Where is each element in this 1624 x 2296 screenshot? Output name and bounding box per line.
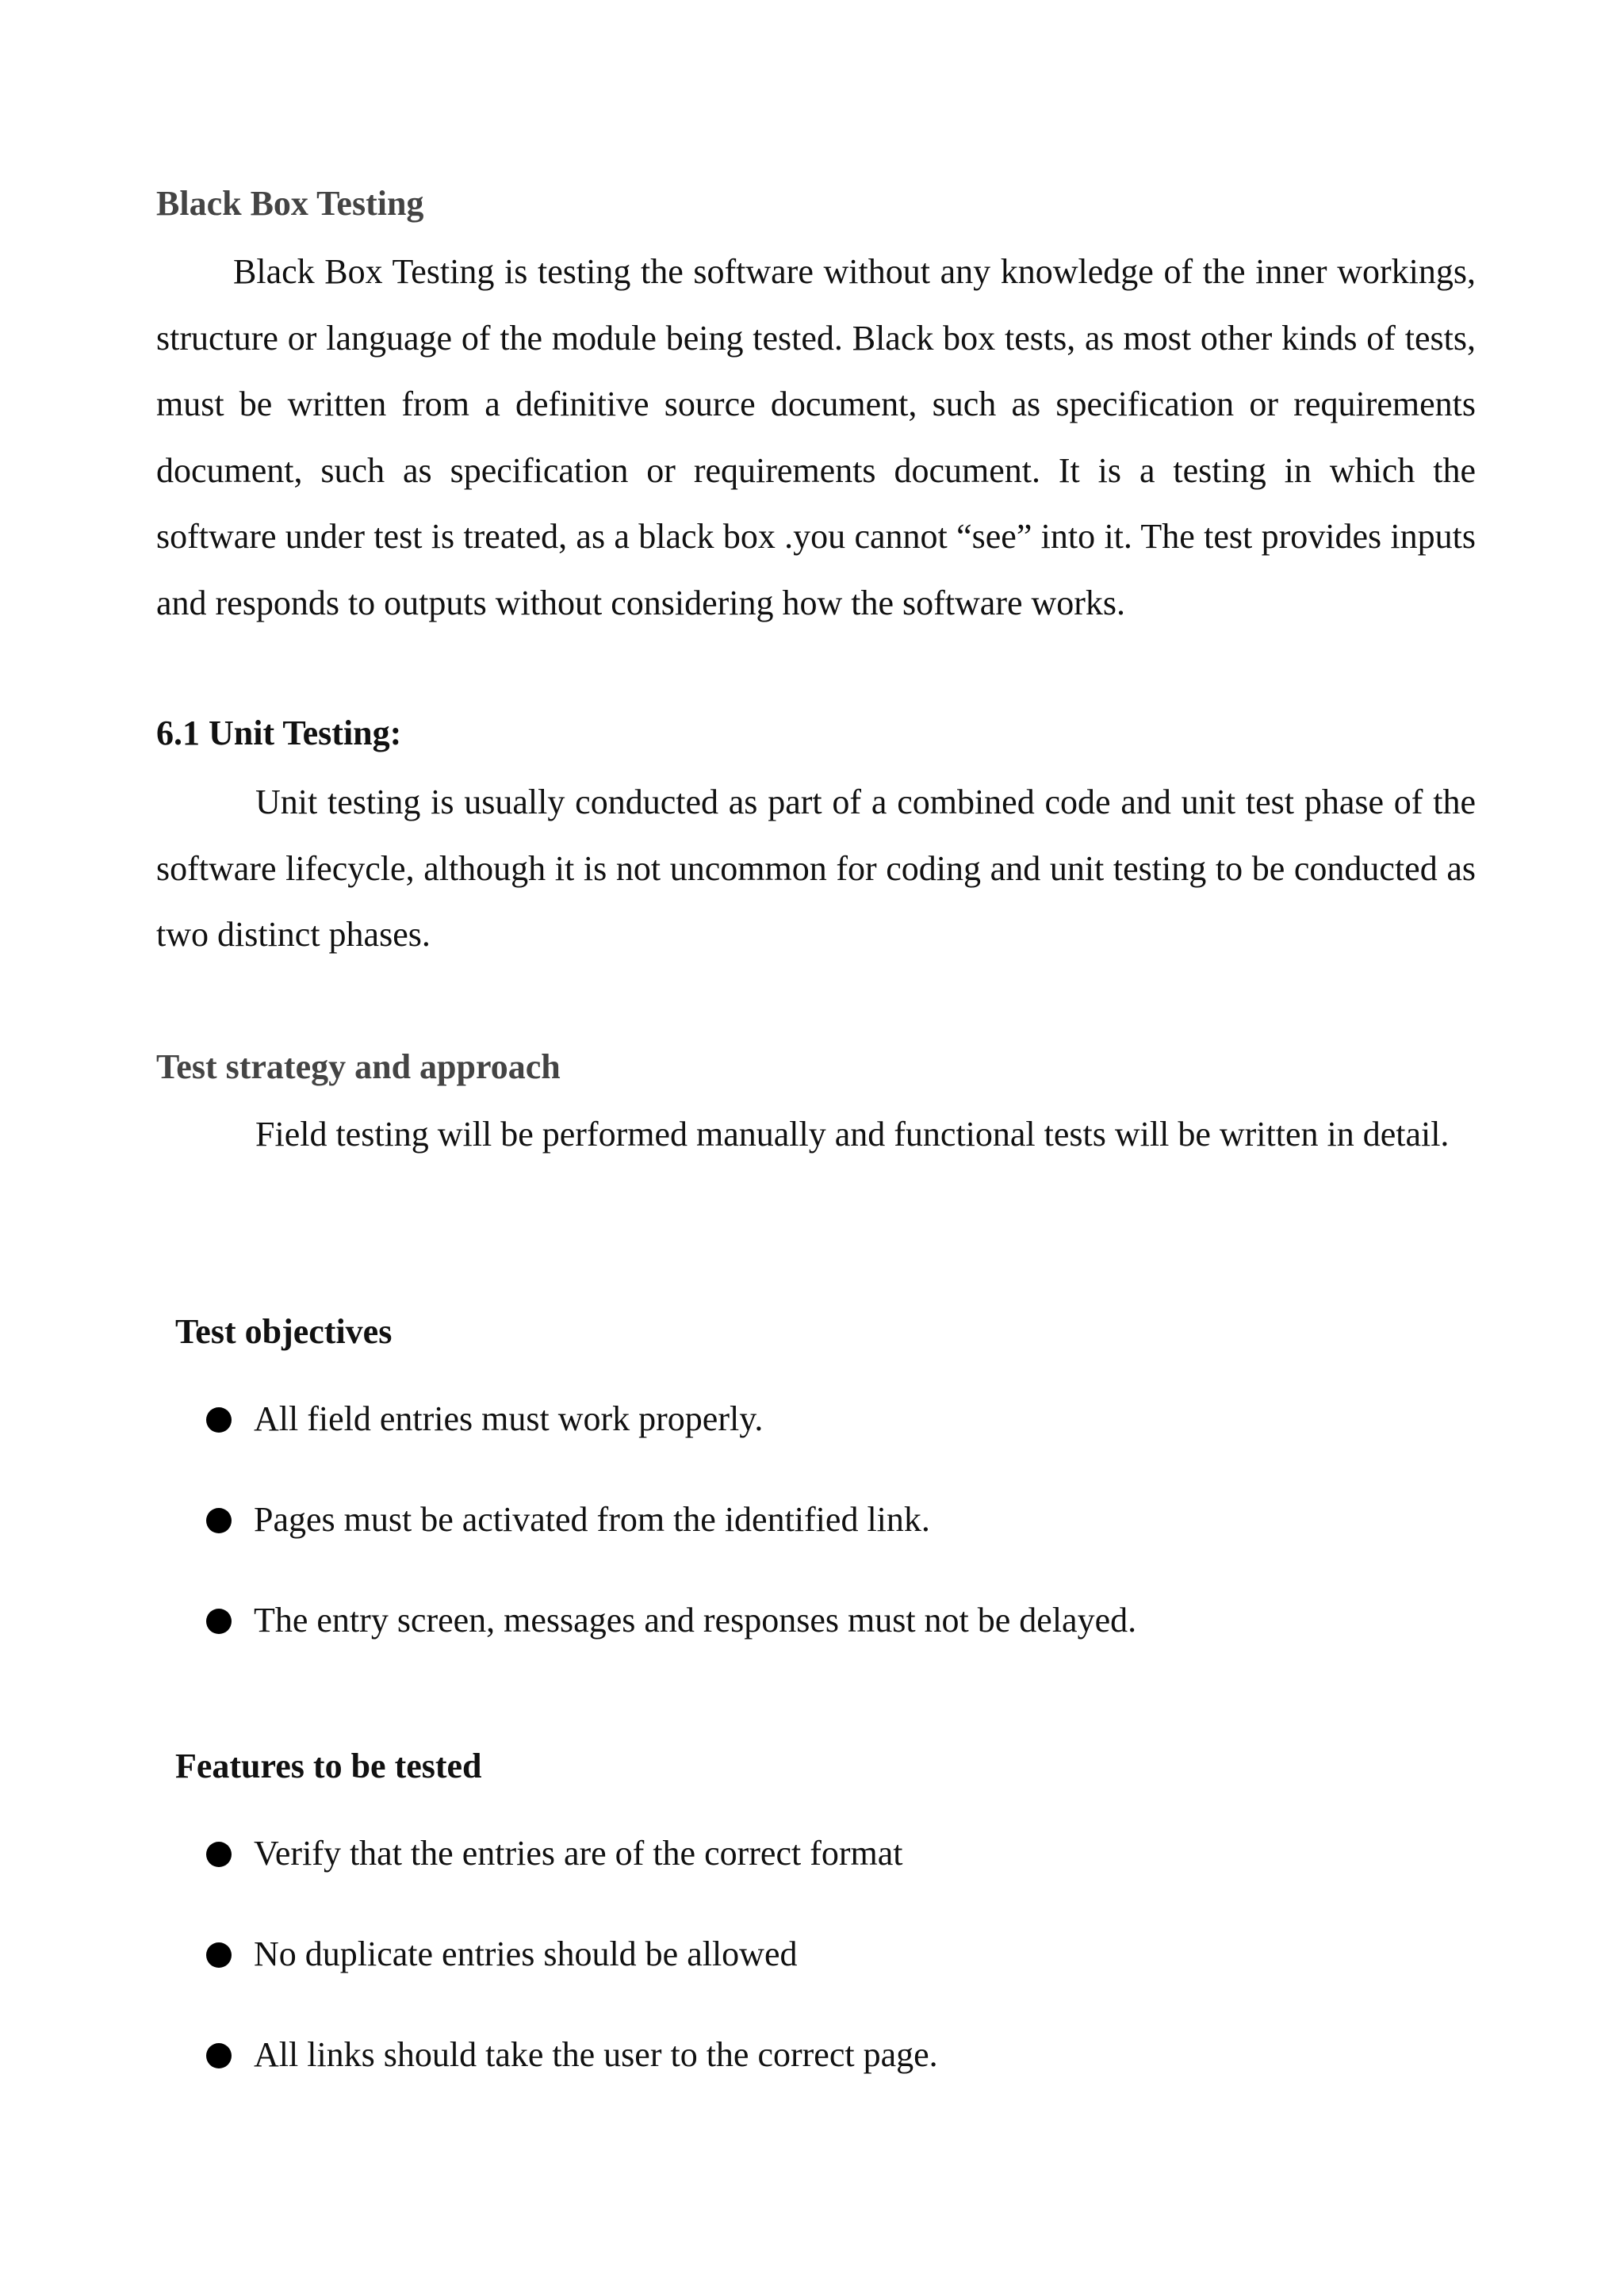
paragraph-black-box-testing: Black Box Testing is testing the software without any knowledge of the inner workings, structure or language of the module being tested. Black box tests, as most other kinds of tests, must be written from a definitive source document, such as specification or requirements document, such as specification or requirements document. It is a testing in which the software under test is treated, as a black box .you cannot “see” into it. The test provides inputs and responds to outputs without considering how the software works. — [156, 252, 1476, 622]
paragraph-unit-testing: Unit testing is usually conducted as part of a combined code and unit test phase of the software lifecycle, although it is not uncommon for coding and unit testing to be conducted as two distinct phases. — [156, 783, 1476, 954]
bullet-icon — [206, 2043, 232, 2068]
heading-black-box-testing: Black Box Testing — [156, 184, 424, 223]
paragraph-test-strategy: Field testing will be performed manually and functional tests will be written in detail. — [255, 1115, 1450, 1154]
list-item-text: Pages must be activated from the identified link. — [254, 1500, 930, 1539]
list-item-text: No duplicate entries should be allowed — [254, 1934, 798, 1973]
bullet-icon — [206, 1609, 232, 1634]
heading-unit-testing: 6.1 Unit Testing: — [156, 714, 402, 752]
list-item-text: The entry screen, messages and responses must not be delayed. — [254, 1601, 1137, 1640]
heading-test-strategy: Test strategy and approach — [156, 1047, 561, 1086]
bullet-icon — [206, 1842, 232, 1867]
heading-features-to-be-tested: Features to be tested — [175, 1747, 482, 1785]
bullet-icon — [206, 1508, 232, 1533]
bullet-icon — [206, 1942, 232, 1968]
list-item-text: All links should take the user to the correct page. — [254, 2035, 938, 2074]
list-item-text: Verify that the entries are of the correct format — [254, 1834, 903, 1873]
bullet-icon — [206, 1407, 232, 1433]
heading-test-objectives: Test objectives — [175, 1312, 393, 1351]
list-item-text: All field entries must work properly. — [254, 1399, 764, 1438]
